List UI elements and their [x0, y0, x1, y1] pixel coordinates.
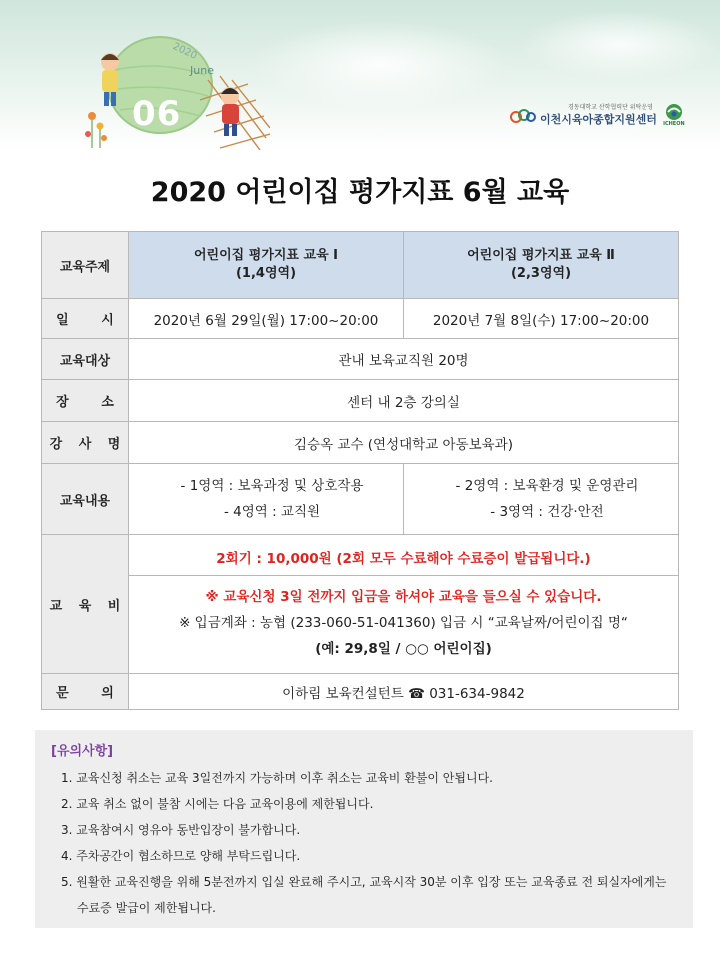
year-label: 2020 [170, 41, 199, 62]
topic-1 [129, 232, 404, 299]
month-label: June [190, 64, 214, 77]
table-row [42, 339, 679, 380]
place-label: 장 소 [42, 380, 129, 422]
org-emblem-icon [510, 105, 536, 127]
place-value: 센터 내 2층 강의실 [129, 380, 679, 422]
table-row [42, 232, 679, 299]
target-value: 관내 보육교직원 20명 [129, 339, 679, 380]
lecturer-label: 강 사 명 [42, 422, 129, 464]
list-item: 5. 원활한 교육진행을 위해 5분전까지 입실 완료해 주시고, 교육시작 30분 이후 입장 또는 교육종료 전 퇴실자에게는 수료증 발급이 제한됩니다. [61, 875, 667, 915]
notes-box [35, 730, 693, 928]
topic-label: 교육주제 [42, 232, 129, 299]
education-info-table [41, 231, 679, 710]
topic-2 [404, 232, 679, 299]
list-item: 4. 주차공간이 협소하므로 양해 부탁드립니다. [61, 849, 301, 863]
content-left [129, 464, 404, 535]
table-row [42, 674, 679, 710]
page-title: 2020 어린이집 평가지표 6월 교육 [150, 177, 570, 208]
date-1: 2020년 6월 29일(월) 17:00~20:00 [129, 299, 404, 339]
content-item: - 4영역 : 교직원 [223, 504, 321, 520]
target-label: 교육대상 [42, 339, 129, 380]
table-row [42, 535, 679, 674]
topic-1-areas: (1,4영역) [235, 266, 297, 281]
fee-amount: 2회기 : 10,000원 (2회 모두 수료해야 수료증이 발급됩니다.) [129, 539, 678, 576]
org-subtitle: 경동대학교 산학협력단 위탁운영 [568, 104, 653, 111]
content-item: - 1영역 : 보육과정 및 상호작용 [180, 478, 364, 494]
topic-1-title: 어린이집 평가지표 교육 Ⅰ [194, 248, 338, 263]
lecturer-value: 김승옥 교수 (연성대학교 아동보육과) [129, 422, 679, 464]
fee-label: 교 육 비 [42, 535, 129, 674]
content-item: - 2영역 : 보육환경 및 운영관리 [455, 478, 639, 494]
content-item: - 3영역 : 건강·안전 [490, 504, 604, 520]
watercolor-splash [250, 20, 510, 110]
fee-deadline-notice: ※ 교육신청 3일 전까지 입금을 하셔야 교육을 들으실 수 있습니다. [205, 588, 602, 605]
table-row [42, 422, 679, 464]
fee-details [129, 576, 678, 670]
watercolor-splash [520, 10, 720, 80]
table-row [42, 380, 679, 422]
contact-value: 이하림 보육컨설턴트 ☎ 031-634-9842 [129, 674, 679, 710]
date-2: 2020년 7월 8일(수) 17:00~20:00 [404, 299, 679, 339]
fee-example: (예: 29,8일 / ○○ 어린이집) [315, 640, 492, 657]
topic-2-areas: (2,3영역) [510, 266, 572, 281]
table-row [42, 299, 679, 339]
org-name: 이천시육아종합지원센터 [540, 113, 657, 126]
city-name: ICHEON [663, 121, 685, 127]
city-emblem-icon [663, 103, 685, 121]
org-logo [510, 102, 685, 127]
content-right [404, 464, 679, 535]
city-logo [663, 103, 685, 127]
table-row [42, 464, 679, 535]
notes-list [51, 765, 677, 921]
date-label: 일 시 [42, 299, 129, 339]
list-item: 3. 교육참여시 영유아 동반입장이 불가합니다. [61, 823, 301, 837]
fee-value [129, 535, 679, 674]
topic-2-title: 어린이집 평가지표 교육 Ⅱ [467, 248, 615, 263]
list-item: 1. 교육신청 취소는 교육 3일전까지 가능하며 이후 취소는 교육비 환불이 안됩니다. [61, 771, 493, 785]
month-number: 06 [132, 94, 182, 134]
fee-account: ※ 입금계좌 : 농협 (233-060-51-041360) 입금 시 “교육날짜/어린이집 명“ [179, 614, 628, 631]
contact-label: 문 의 [42, 674, 129, 710]
notes-title: [유의사항] [51, 744, 114, 759]
header-banner [0, 0, 720, 150]
list-item: 2. 교육 취소 없이 불참 시에는 다음 교육이용에 제한됩니다. [61, 797, 374, 811]
content-label: 교육내용 [42, 464, 129, 535]
